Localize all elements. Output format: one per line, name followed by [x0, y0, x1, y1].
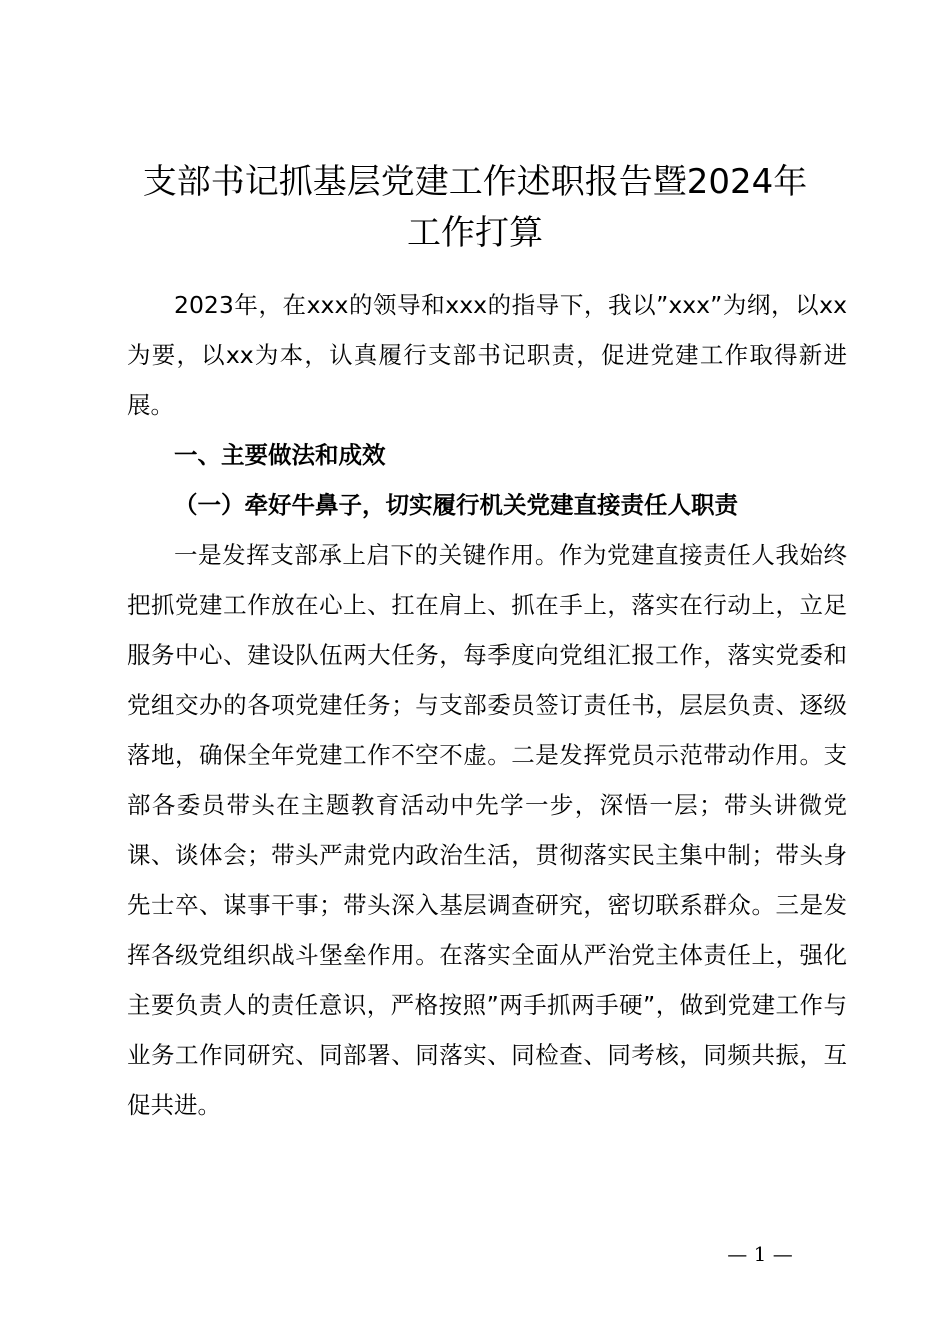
document-title-line-2: 工作打算 — [407, 213, 543, 253]
document-body — [127, 280, 847, 1130]
section-heading-1: 一、主要做法和成效 — [174, 441, 386, 469]
subsection-heading-1: （一）牵好牛鼻子，切实履行机关党建直接责任人职责 — [174, 491, 738, 519]
document-title-line-1: 支部书记抓基层党建工作述职报告暨2024年 — [142, 162, 808, 202]
page-number: — 1 — — [727, 1242, 793, 1266]
intro-paragraph: 2023年，在xxx的领导和xxx的指导下，我以”xxx”为纲，以xx为要，以xx为本，认真履行支部书记职责，促进党建工作取得新进展。 — [127, 291, 847, 419]
body-paragraph-1: 一是发挥支部承上启下的关键作用。作为党建直接责任人我始终把抓党建工作放在心上、扛在肩上、抓在手上，落实在行动上，立足服务中心、建设队伍两大任务，每季度向党组汇报工作，落实党委和党组交办的各项党建任务；与支部委员签订责任书，层层负责、逐级落地，确保全年党建工作不空不虚。二是发挥党员示范带动作用。支部各委员带头在主题教育活动中先学一步，深悟一层；带头讲微党课、谈体会；带头严肃党内政治生活，贯彻落实民主集中制；带头身先士卒、谋事干事；带头深入基层调查研究，密切联系群众。三是发挥各级党组织战斗堡垒作用。在落实全面从严治党主体责任上，强化主要负责人的责任意识，严格按照”两手抓两手硬”，做到党建工作与业务工作同研究、同部署、同落实、同检查、同考核，同频共振，互促共进。 — [127, 541, 847, 1119]
